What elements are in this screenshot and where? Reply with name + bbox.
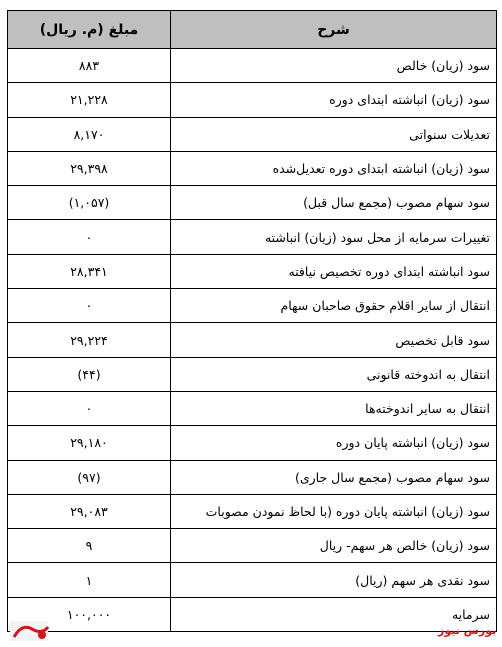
table-row [8,597,497,631]
row-amount: ۸۸۳ [8,49,171,83]
table-row [8,220,497,254]
table-row [8,83,497,117]
table-header-row [8,11,497,49]
row-amount: ۹ [8,529,171,563]
table-row [8,529,497,563]
row-amount: ۲۹,۲۲۴ [8,323,171,357]
description-header: شرح [171,11,497,49]
row-description: سود سهام مصوب (مجمع سال جاری) [171,460,497,494]
table-row [8,460,497,494]
row-description: انتقال از سایر اقلام حقوق صاحبان سهام [171,289,497,323]
row-description: سود (زیان) انباشته ابتدای دوره [171,83,497,117]
row-description: سود سهام مصوب (مجمع سال قبل) [171,186,497,220]
row-description: سود (زیان) انباشته پایان دوره [171,426,497,460]
row-amount: (۹۷) [8,460,171,494]
row-amount: (۱,۰۵۷) [8,186,171,220]
row-amount: ۲۱,۲۲۸ [8,83,171,117]
table-body [8,49,497,632]
financial-table-container [7,10,497,632]
row-description: تغییرات سرمایه از محل سود (زیان) انباشته [171,220,497,254]
watermark-text: بورس نیوز [438,624,497,637]
table-row [8,494,497,528]
row-description: سود (زیان) انباشته پایان دوره (با لحاظ نمودن مصوبات [171,494,497,528]
row-amount: ۰ [8,220,171,254]
row-description: انتقال به سایر اندوخته‌ها [171,391,497,425]
row-description: سود (زیان) انباشته ابتدای دوره تعدیل‌شده [171,151,497,185]
row-amount: ۲۹,۱۸۰ [8,426,171,460]
table-row [8,49,497,83]
row-description: سود (زیان) خالص [171,49,497,83]
table-row [8,323,497,357]
row-amount: ۲۸,۳۴۱ [8,254,171,288]
row-description: سود قابل تخصیص [171,323,497,357]
row-description: سرمایه [171,597,497,631]
row-description: تعدیلات سنواتی [171,117,497,151]
row-amount: (۴۴) [8,357,171,391]
table-row [8,117,497,151]
bourse-news-logo-icon [8,617,54,645]
table-row [8,391,497,425]
profit-distribution-table [7,10,497,632]
row-amount: ۱ [8,563,171,597]
row-amount: ۰ [8,289,171,323]
row-amount: ۱۰۰,۰۰۰ [8,597,171,631]
table-row [8,357,497,391]
table-row [8,254,497,288]
row-description: سود نقدی هر سهم (ریال) [171,563,497,597]
row-description: سود (زیان) خالص هر سهم- ریال [171,529,497,563]
row-amount: ۰ [8,391,171,425]
table-row [8,151,497,185]
row-description: انتقال به اندوخته قانونی [171,357,497,391]
table-row [8,289,497,323]
row-amount: ۸,۱۷۰ [8,117,171,151]
row-description: سود انباشته ابتدای دوره تخصیص نیافته [171,254,497,288]
table-row [8,186,497,220]
row-amount: ۲۹,۳۹۸ [8,151,171,185]
amount-header: مبلغ (م. ریال) [8,11,171,49]
table-row [8,426,497,460]
table-row [8,563,497,597]
row-amount: ۲۹,۰۸۳ [8,494,171,528]
